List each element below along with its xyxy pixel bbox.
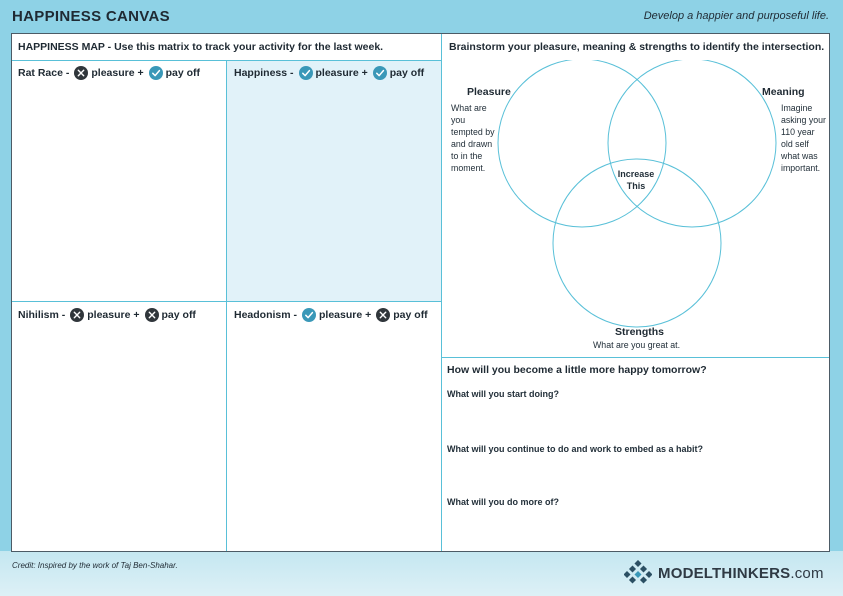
center-label-line: This [626, 181, 646, 191]
meaning-circle [608, 60, 776, 227]
cross-icon [74, 66, 88, 80]
brand-main-text: MODELTHINKERS [658, 564, 791, 582]
payoff-text: pay off [389, 67, 425, 79]
divider-map-vertical [226, 61, 227, 551]
quadrant-happiness-label [234, 66, 424, 80]
question-start-doing: What will you start doing? [447, 389, 559, 399]
happiness-cell-highlight [227, 61, 441, 301]
pleasure-text: pleasure + [91, 67, 144, 79]
check-icon [302, 308, 316, 322]
cross-icon [70, 308, 84, 322]
question-continue-habit: What will you continue to do and work to embed as a habit? [447, 444, 704, 454]
tagline: Develop a happier and purposeful life. [643, 10, 829, 22]
meaning-description [781, 102, 829, 174]
brand-domain-text: .com [790, 564, 824, 582]
pleasure-description [451, 102, 501, 174]
pleasure-desc-line: to in the [451, 151, 483, 161]
brand-logo [624, 560, 824, 586]
quadrant-name: Headonism - [234, 309, 298, 321]
meaning-title: Meaning [762, 86, 805, 98]
pleasure-desc-line: tempted by [451, 127, 495, 137]
quadrant-nihilism-label [18, 308, 196, 322]
divider-map-horizontal [12, 301, 441, 302]
payoff-text: pay off [161, 309, 196, 321]
meaning-desc-line: old self [781, 139, 809, 149]
pleasure-title: Pleasure [467, 86, 511, 98]
quadrant-name: Nihilism - [18, 309, 66, 321]
quadrant-rat-race-label [18, 66, 200, 80]
question-do-more: What will you do more of? [447, 497, 559, 507]
meaning-desc-line: important. [781, 163, 821, 173]
brand-name[interactable] [658, 565, 824, 582]
pleasure-desc-line: and drawn [451, 139, 493, 149]
pleasure-desc-line: moment. [451, 163, 486, 173]
strengths-description: What are you great at. [593, 340, 681, 350]
pleasure-circle [498, 60, 666, 227]
quadrant-name: Happiness - [234, 67, 294, 79]
diamond-grid-icon [624, 560, 652, 586]
cross-icon [145, 308, 159, 322]
center-label-line: Increase [617, 169, 655, 179]
brainstorm-heading: Brainstorm your pleasure, meaning & strengths to identify the intersection. [449, 41, 825, 53]
happiness-map-heading: HAPPINESS MAP - Use this matrix to track your activity for the last week. [18, 41, 384, 53]
page-title: HAPPINESS CANVAS [12, 8, 170, 25]
pleasure-text: pleasure + [87, 309, 140, 321]
cross-icon [376, 308, 390, 322]
check-icon [299, 66, 313, 80]
meaning-desc-line: what was [781, 151, 818, 161]
meaning-desc-line: 110 year [781, 127, 815, 137]
tomorrow-heading: How will you become a little more happy tomorrow? [447, 364, 707, 376]
strengths-title: Strengths [615, 326, 665, 338]
divider-right-horizontal [442, 357, 829, 358]
meaning-desc-line: Imagine [781, 103, 813, 113]
meaning-desc-line: asking your [781, 115, 826, 125]
payoff-text: pay off [165, 67, 201, 79]
center-label [606, 168, 666, 192]
pleasure-desc-line: you [451, 115, 466, 125]
quadrant-headonism-label [234, 308, 428, 322]
check-icon [149, 66, 163, 80]
credit-text: Credit: Inspired by the work of Taj Ben-Shahar. [12, 561, 178, 570]
quadrant-name: Rat Race - [18, 67, 70, 79]
payoff-text: pay off [393, 309, 428, 321]
check-icon [373, 66, 387, 80]
pleasure-text: pleasure + [319, 309, 372, 321]
pleasure-text: pleasure + [315, 67, 368, 79]
pleasure-desc-line: What are [451, 103, 487, 113]
